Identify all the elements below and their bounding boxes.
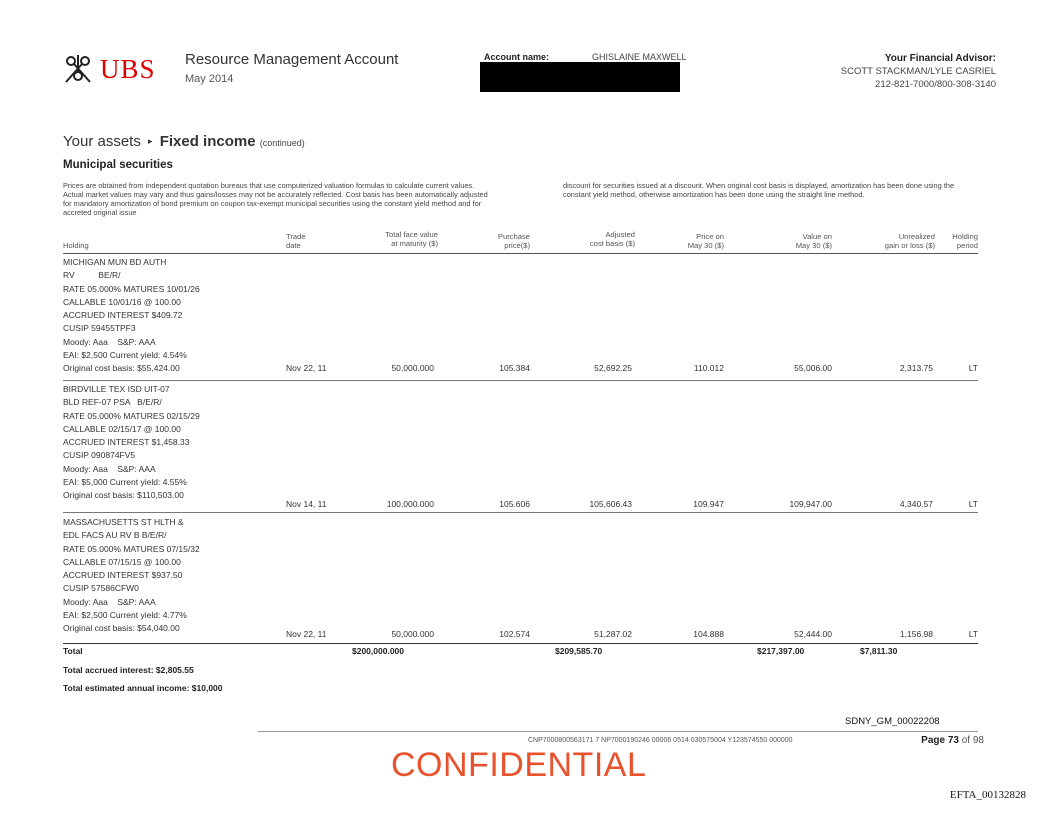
col-purchase-price-line2: price($) (504, 241, 530, 250)
col-price (660, 232, 724, 250)
redaction-box (480, 62, 680, 92)
col-value-line2: May 30 ($) (795, 241, 832, 250)
total-unrealized: $7,811.30 (860, 646, 898, 656)
col-adjusted-cost-line2: cost basis ($) (589, 239, 635, 248)
advisor-phone: 212-821-7000/800-308-3140 (875, 79, 996, 90)
pricing-note-right: discount for securities issued at a discount. When original cost basis is displayed, amortization has been done using the constant yield method, otherwise amortization has been done using the straight line method. (563, 181, 955, 199)
holding-period: LT (968, 499, 978, 509)
holding-line: EAI: $2,500 Current yield: 4.77% (63, 610, 187, 621)
price: 109.947 (693, 499, 724, 509)
pricing-note-left: Prices are obtained from independent quotation bureaus that use computerized valuation formulas to calculate current values. Actual market values may vary and thus gains/losses may not be accurately reflected. Cost basis has been automatically adjusted for mandatory amortization of bond premium on coupon tax-exempt municipal securities using the constant yield method and for accreted original issue (63, 181, 488, 217)
total-accrued-interest: Total accrued interest: $2,805.55 (63, 665, 194, 675)
col-unrealized-line1: Unrealized (898, 232, 935, 241)
face-value: 100,000.000 (386, 499, 434, 509)
total-adjusted-cost: $209,585.70 (555, 646, 603, 656)
adjusted-cost: 51,287.02 (594, 629, 632, 639)
breadcrumb-arrow-icon: ▸ (148, 136, 153, 146)
holding-line: Moody: Aaa S&P: AAA (63, 336, 156, 347)
unrealized-gain: 1,156.98 (899, 629, 933, 639)
holding-line: Moody: Aaa S&P: AAA (63, 463, 156, 474)
holding-line: BLD REF-07 PSA B/E/R/ (63, 397, 162, 408)
header-divider (63, 253, 978, 254)
holding-line: Moody: Aaa S&P: AAA (63, 596, 156, 607)
purchase-price: 105.606 (499, 499, 530, 509)
account-title: Resource Management Account (185, 51, 399, 68)
page-title (63, 133, 305, 150)
section-title: Your assets (63, 133, 141, 150)
account-name-label: Account name: (484, 52, 550, 62)
holding-line: ACCRUED INTEREST $937.50 (63, 570, 183, 581)
continued-label: (continued) (259, 138, 305, 148)
holding-line: RATE 05.000% MATURES 02/15/29 (63, 410, 200, 421)
total-label: Total (63, 646, 83, 656)
col-value-line1: Value on (802, 232, 832, 241)
col-adjusted-cost (560, 230, 635, 248)
efta-number: EFTA_00132828 (949, 789, 1026, 801)
holding-line: Original cost basis: $110,503.00 (63, 490, 184, 501)
col-unrealized (855, 232, 935, 250)
advisor-block (841, 52, 996, 91)
purchase-price: 105.384 (499, 363, 530, 373)
col-face-value-line1: Total face value (385, 230, 438, 239)
holding-line: RATE 05.000% MATURES 10/01/26 (63, 283, 200, 294)
price: 104.888 (693, 629, 724, 639)
holding-period: LT (968, 629, 978, 639)
section-subtitle: Fixed income (159, 133, 256, 150)
advisor-label: Your Financial Advisor: (884, 53, 996, 64)
col-purchase-price (470, 232, 530, 250)
trade-date: Nov 22, 11 (286, 363, 327, 373)
col-holding-period-line1: Holding (952, 232, 978, 241)
holding-line: Original cost basis: $54,040.00 (63, 623, 180, 634)
holding-line: CUSIP 59455TPF3 (63, 323, 136, 334)
holding-line: MICHIGAN MUN BD AUTH (63, 257, 167, 267)
page-current: 73 (947, 735, 959, 746)
holding-line: RV BE/R/ (63, 270, 121, 281)
col-face-value-line2: at maturity ($) (391, 239, 438, 248)
document-code: CNP7000800563171 7 NP7000190246 00006 0514 030575004 Y123574550 000000 (528, 737, 793, 744)
page-number (921, 735, 984, 746)
statement-date: May 2014 (185, 73, 234, 85)
account-name-value: GHISLAINE MAXWELL (592, 52, 687, 62)
total-divider (63, 643, 978, 644)
col-purchase-price-line1: Purchase (497, 232, 530, 241)
holding-line: CALLABLE 10/01/16 @ 100.00 (63, 296, 181, 307)
holding-line: BIRDVILLE TEX ISD UIT-07 (63, 384, 170, 394)
unrealized-gain: 2,313.75 (899, 363, 933, 373)
holding-line: EAI: $2,500 Current yield: 4.54% (63, 350, 187, 361)
market-value: 55,006.00 (794, 363, 832, 373)
holding-line: ACCRUED INTEREST $409.72 (63, 310, 183, 321)
holding-description (63, 516, 200, 636)
page-total: of 98 (961, 735, 984, 746)
total-face-value: $200,000.000 (352, 646, 404, 656)
ubs-logo (60, 52, 156, 86)
col-unrealized-line2: gain or loss ($) (884, 241, 935, 250)
confidential-stamp: CONFIDENTIAL (391, 746, 647, 784)
face-value: 50,000.000 (391, 363, 434, 373)
holding-line: CUSIP 57586CFW0 (63, 583, 139, 594)
face-value: 50,000.000 (391, 629, 434, 639)
page-label: Page (921, 735, 946, 746)
market-value: 52,444.00 (794, 629, 832, 639)
row-divider (63, 512, 978, 513)
footer-divider (258, 731, 978, 732)
col-face-value (330, 230, 438, 248)
col-value (760, 232, 832, 250)
holding-period: LT (968, 363, 978, 373)
holding-line: RATE 05.000% MATURES 07/15/32 (63, 543, 200, 554)
holding-line: Original cost basis: $55,424.00 (63, 363, 180, 374)
col-price-line2: May 30 ($) (687, 241, 724, 250)
total-market-value: $217,397.00 (757, 646, 805, 656)
total-annual-income: Total estimated annual income: $10,000 (63, 683, 223, 693)
trade-date: Nov 22, 11 (286, 629, 327, 639)
holding-line: CALLABLE 07/15/15 @ 100.00 (63, 556, 181, 567)
holding-line: EAI: $5,000 Current yield: 4.55% (63, 477, 187, 488)
ubs-keys-icon (60, 52, 96, 86)
advisor-names: SCOTT STACKMAN/LYLE CASRIEL (840, 66, 996, 77)
col-price-line1: Price on (696, 232, 724, 241)
price: 110.012 (693, 363, 724, 373)
brand-name: UBS (100, 53, 156, 84)
col-trade-date-line2: date (286, 241, 301, 250)
market-value: 109,947.00 (789, 499, 832, 509)
holding-line: CUSIP 090874FV5 (63, 450, 136, 461)
purchase-price: 102.574 (499, 629, 530, 639)
category-heading: Municipal securities (63, 159, 173, 171)
bates-number: SDNY_GM_00022208 (845, 716, 940, 727)
holding-description (63, 256, 200, 376)
col-trade-date-line1: Trade (286, 232, 306, 241)
adjusted-cost: 105,606.43 (589, 499, 632, 509)
col-trade-date (286, 232, 306, 250)
col-holding: Holding (63, 241, 89, 250)
holding-line: MASSACHUSETTS ST HLTH & (63, 517, 184, 527)
col-holding-period-line2: period (956, 241, 978, 250)
row-divider (63, 380, 978, 381)
holding-line: ACCRUED INTEREST $1,458.33 (63, 437, 190, 448)
holding-line: CALLABLE 02/15/17 @ 100.00 (63, 423, 181, 434)
holding-description (63, 383, 200, 503)
trade-date: Nov 14, 11 (286, 499, 327, 509)
col-adjusted-cost-line1: Adjusted (605, 230, 635, 239)
adjusted-cost: 52,692.25 (594, 363, 632, 373)
unrealized-gain: 4,340.57 (899, 499, 933, 509)
col-holding-period (940, 232, 978, 250)
holding-line: EDL FACS AU RV B B/E/R/ (63, 530, 167, 541)
